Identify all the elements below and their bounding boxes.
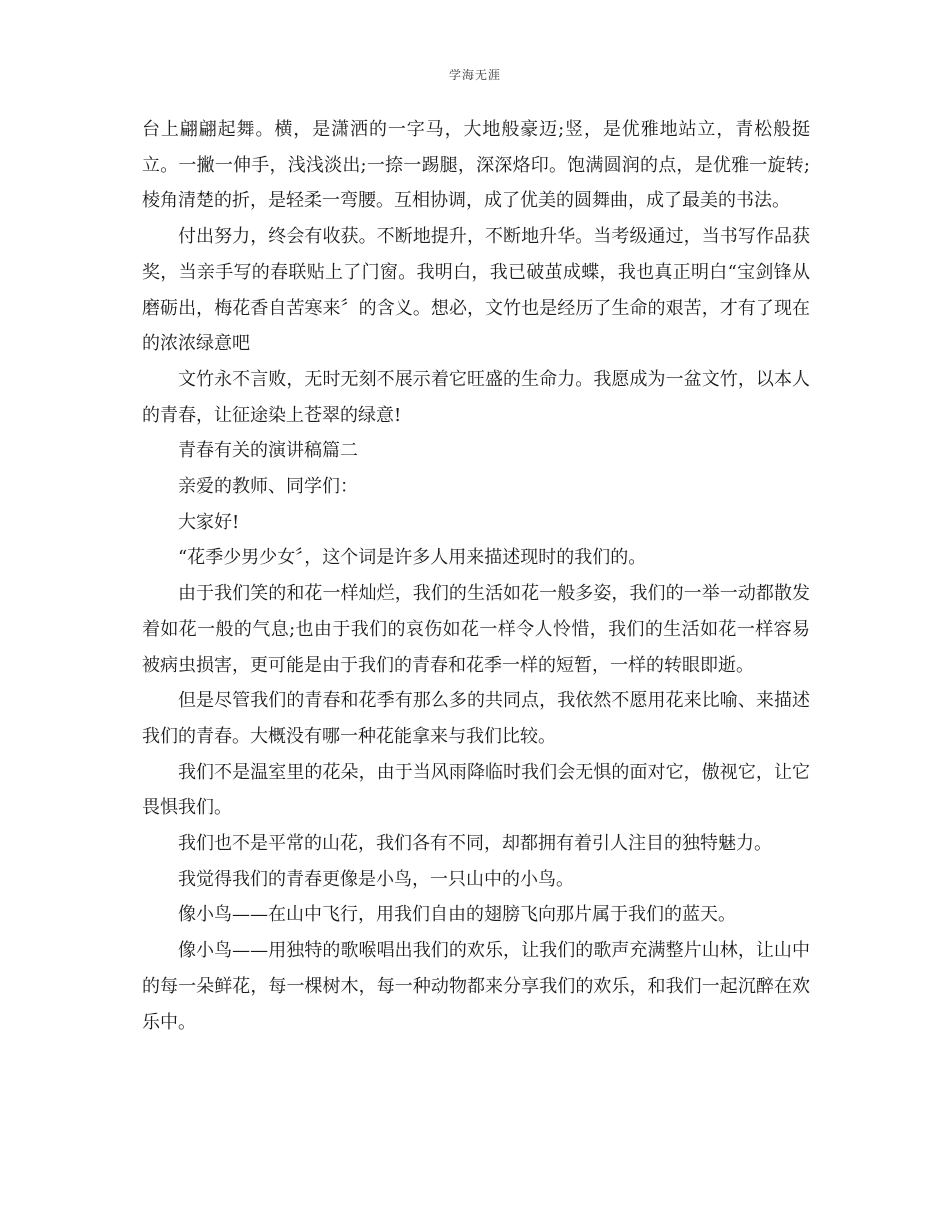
document-body bbox=[142, 112, 810, 1040]
paragraph-13: 像小鸟——在山中飞行，用我们自由的翅膀飞向那片属于我们的蓝天。 bbox=[178, 904, 736, 926]
paragraph-10: 我们不是温室里的花朵，由于当风雨降临时我们会无惧的面对它，傲视它，让它畏惧我们。 bbox=[142, 761, 810, 819]
paragraph-8: 由于我们笑的和花一样灿烂，我们的生活如花一般多姿，我们的一举一动都散发着如花一般的气息;也由于我们的哀伤如花一样令人怜惜，我们的生活如花一样容易被病虫损害，更可能是由于我们的青春和花季一样的短暂，一样的转眼即逝。 bbox=[142, 583, 810, 676]
paragraph-3: 文竹永不言败，无时无刻不展示着它旺盛的生命力。我愿成为一盆文竹，以本人的青春，让征途染上苍翠的绿意! bbox=[142, 368, 810, 426]
paragraph-1: 台上翩翩起舞。横，是潇洒的一字马，大地般豪迈;竖，是优雅地站立，青松般挺立。一撇一伸手，浅浅淡出;一捺一踢腿，深深烙印。饱满圆润的点，是优雅一旋转;棱角清楚的折，是轻柔一弯腰。互相协调，成了优美的圆舞曲，成了最美的书法。 bbox=[142, 119, 810, 212]
page-header: 学海无涯 bbox=[448, 68, 501, 82]
greeting: 大家好! bbox=[178, 511, 240, 533]
paragraph-14: 像小鸟——用独特的歌喉唱出我们的欢乐，让我们的歌声充满整片山林，让山中的每一朵鲜花，每一棵树木，每一种动物都来分享我们的欢乐，和我们一起沉醉在欢乐中。 bbox=[142, 940, 810, 1033]
salutation: 亲爱的教师、同学们： bbox=[178, 476, 358, 498]
paragraph-9: 但是尽管我们的青春和花季有那么多的共同点，我依然不愿用花来比喻、来描述我们的青春。大概没有哪一种花能拿来与我们比较。 bbox=[142, 690, 810, 747]
section-heading: 青春有关的演讲稿篇二 bbox=[178, 440, 358, 462]
paragraph-7: “花季少男少女〞，这个词是许多人用来描述现时的我们的。 bbox=[178, 547, 647, 569]
paragraph-11: 我们也不是平常的山花，我们各有不同，却都拥有着引人注目的独特魅力。 bbox=[178, 833, 772, 855]
paragraph-2: 付出努力，终会有收获。不断地提升，不断地升华。当考级通过，当书写作品获奖，当亲手写的春联贴上了门窗。我明白，我已破茧成蝶，我也真正明白“宝剑锋从磨砺出，梅花香自苦寒来〞的含义。想必，文竹也是经历了生命的艰苦，才有了现在的浓浓绿意吧 bbox=[142, 226, 810, 355]
paragraph-12: 我觉得我们的青春更像是小鸟，一只山中的小鸟。 bbox=[178, 868, 574, 890]
